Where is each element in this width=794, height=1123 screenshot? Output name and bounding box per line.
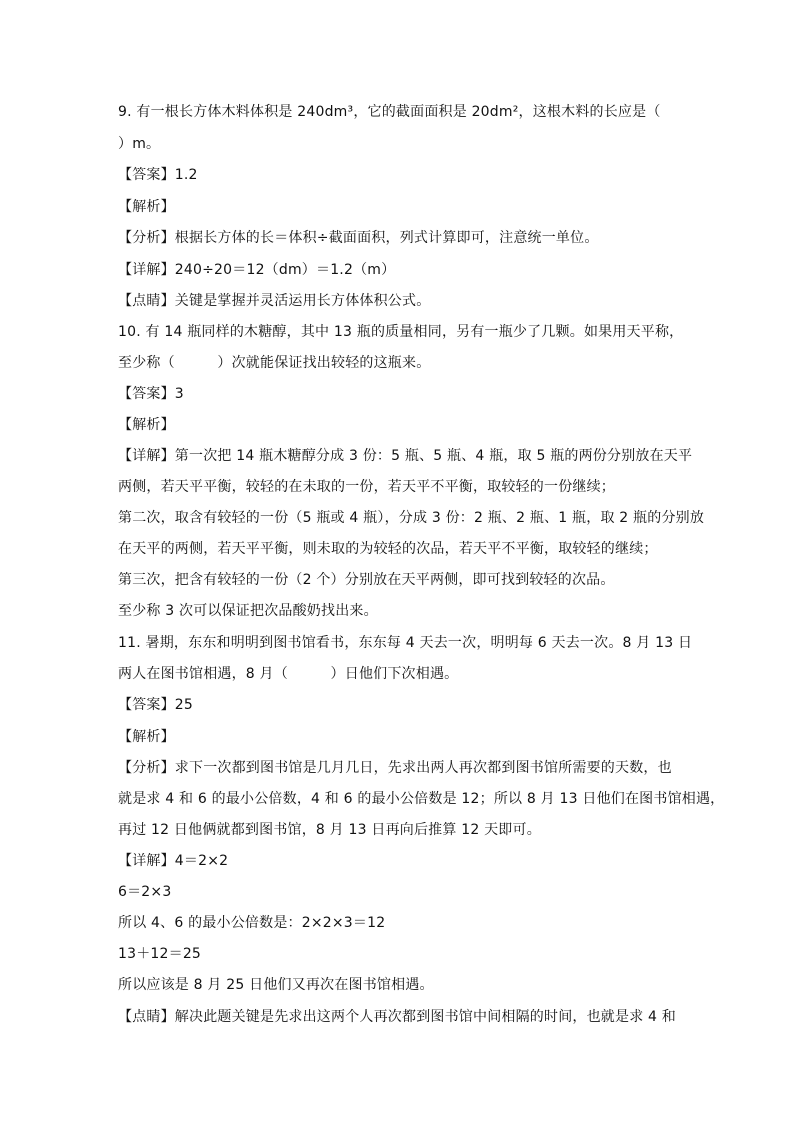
text-line: 9. 有一根长方体木料体积是 240dm³，它的截面面积是 20dm²，这根木料的长应是（ <box>118 104 661 120</box>
text-line: 【点睛】解决此题关键是先求出这两个人再次都到图书馆中间相隔的时间，也就是求 4 和 <box>118 1009 677 1025</box>
text-line: 【详解】4＝2×2 <box>118 853 229 869</box>
text-line: 【答案】3 <box>118 386 184 402</box>
text-line: 第二次，取含有较轻的一份（5 瓶或 4 瓶），分成 3 份：2 瓶、2 瓶、1 瓶，取 2 瓶的分别放 <box>118 510 705 526</box>
text-line: 第三次，把含有较轻的一份（2 个）分别放在天平两侧，即可找到较轻的次品。 <box>118 572 615 588</box>
text-line: ）m。 <box>118 136 161 152</box>
text-line: 两侧，若天平平衡，较轻的在未取的一份，若天平不平衡，取较轻的一份继续； <box>118 479 615 495</box>
text-line: 【解析】 <box>118 417 175 433</box>
text-line: 【分析】根据长方体的长＝体积÷截面面积，列式计算即可，注意统一单位。 <box>118 230 599 246</box>
text-line: 10. 有 14 瓶同样的木糖醇，其中 13 瓶的质量相同，另有一瓶少了几颗。如果用天平称， <box>118 324 684 340</box>
text-line: 两人在图书馆相遇，8 月（ ）日他们下次相遇。 <box>118 666 459 682</box>
text-line: 6＝2×3 <box>118 884 172 900</box>
text-line: 【解析】 <box>118 729 175 745</box>
text-line: 至少称 3 次可以保证把次品酸奶找出来。 <box>118 603 378 619</box>
text-line: 【解析】 <box>118 199 175 215</box>
text-line: 【点睛】关键是掌握并灵活运用长方体体积公式。 <box>118 293 431 309</box>
text-line: 11. 暑期，东东和明明到图书馆看书，东东每 4 天去一次，明明每 6 天去一次。8 月 13 日 <box>118 635 693 651</box>
text-line: 所以应该是 8 月 25 日他们又再次在图书馆相遇。 <box>118 977 434 993</box>
text-line: 就是求 4 和 6 的最小公倍数，4 和 6 的最小公倍数是 12；所以 8 月 13 日他们在图书馆相遇， <box>118 791 725 807</box>
text-line: 在天平的两侧，若天平平衡，则未取的为较轻的次品，若天平不平衡，取较轻的继续； <box>118 541 658 557</box>
text-line: 【答案】25 <box>118 697 194 713</box>
text-line: 所以 4、6 的最小公倍数是：2×2×3＝12 <box>118 915 386 931</box>
text-line: 至少称（ ）次就能保证找出较轻的这瓶来。 <box>118 355 431 371</box>
text-line: 【答案】1.2 <box>118 167 198 183</box>
text-line: 13＋12＝25 <box>118 946 202 962</box>
text-line: 【分析】求下一次都到图书馆是几月几日，先求出两人再次都到图书馆所需要的天数，也 <box>118 760 672 776</box>
text-line: 【详解】第一次把 14 瓶木糖醇分成 3 份：5 瓶、5 瓶、4 瓶，取 5 瓶的两份分别放在天平 <box>118 448 693 464</box>
text-line: 再过 12 日他俩就都到图书馆，8 月 13 日再向后推算 12 天即可。 <box>118 822 541 838</box>
text-line: 【详解】240÷20＝12（dm）＝1.2（m） <box>118 262 396 278</box>
